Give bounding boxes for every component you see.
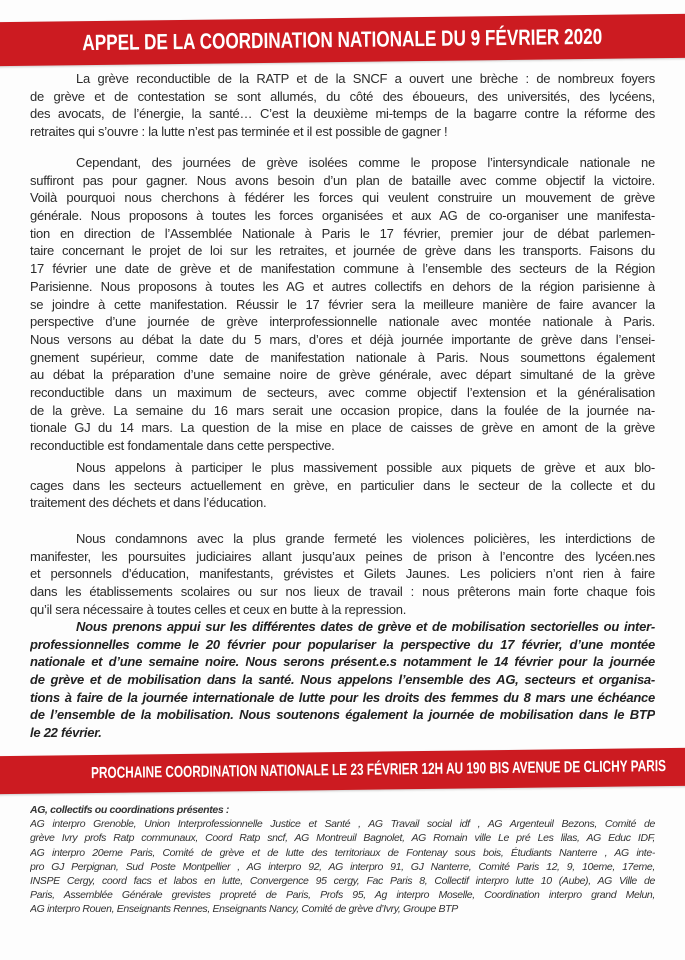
text-line: tionale GJ du 14 mars. La question de la mise en place de caisses de grève en amont de la grève: [30, 420, 655, 436]
paragraph-pickets: [30, 459, 655, 512]
text-line: tion en direction de l’Assemblée Nationale à Paris le 17 février, premier jour de débat parlemen-: [30, 225, 655, 241]
text-line: se joindre à cette manifestation. Réussir le 17 février sera la meilleure manière de faire avancer la: [30, 296, 655, 312]
text-line: La grève reconductible de la RATP et de la SNCF a ouvert une brèche : de nombreux foyers: [76, 71, 655, 86]
text-line: de l’ensemble de la mobilisation. Nous soutenons également la journée de mobilisation dans le BTP: [30, 707, 655, 723]
next-meeting-text: PROCHAINE COORDINATION NATIONALE LE 23 FÉVRIER 12H AU 190 BIS AVENUE DE CLICHY PARIS: [90, 758, 667, 783]
paragraph-intro: [30, 70, 655, 141]
text-line: suffiront pas pour gagner. Nous avons besoin d’un plan de bataille avec comme objectif la victoire.: [30, 172, 655, 188]
paragraph-dates: [30, 618, 655, 742]
text-line: dans les établissements scolaires ou sur nos lieux de travail : nous prêterons main forte chaque fois: [30, 584, 655, 600]
text-line: Parisienne. Nous proposons à toutes les AG et autres collectifs en dehors de la région parisienne à: [30, 278, 655, 294]
text-line: Nous prenons appui sur les différentes dates de grève et de mobilisation sectorielles ou inter-: [76, 619, 655, 634]
text-line: Nous condamnons avec la plus grande fermeté les violences policières, les interdictions de: [76, 531, 655, 546]
text-line: Nous versons au débat la date du 5 mars, d’ores et déjà journée importante de grève dans l’ensei-: [30, 331, 655, 347]
next-meeting-banner: [0, 748, 685, 795]
title-banner: [0, 14, 685, 67]
text-line: AG interpro 20eme Paris, Comité de grève et de lutte des territoriaux de Fontenay sous bois, Étudiants Nanterre , AG inte-: [30, 846, 655, 859]
page-title: APPEL DE LA COORDINATION NATIONALE DU 9 FÉVRIER 2020: [82, 23, 603, 56]
text-line: de la grève. La semaine du 16 mars serait une occasion propice, dans la foulée de la journée na-: [30, 402, 655, 418]
text-line: nationale et d’une semaine noire. Nous serons présent.e.s notamment le 14 février pour la journée: [30, 654, 655, 670]
participants-list: [30, 803, 655, 917]
text-line: Paris, Assemblée Générale grevistes propreté de Paris, Profs 95, Ag interpro Moselle, Coordination interpro grand Melun,: [30, 889, 655, 902]
text-line: manifester, les poursuites judiciaires allant jusqu’aux peines de prison à l’encontre des lycéen.nes: [30, 548, 655, 564]
text-line: de grève et de mobilisation dans la santé. Nous appelons l’ensemble des AG, secteurs et organisa-: [30, 672, 655, 688]
text-line: perspective d’une journée de grève interprofessionnelle nationale avec montée nationale à Paris.: [30, 314, 655, 330]
text-line: reconductible dans un maximum de secteurs, avec comme objectif l’extension et la généralisation: [30, 384, 655, 400]
text-line: des avocats, de l’énergie, la santé… C’est la deuxième mi-temps de la bagarre contre la réforme des: [30, 106, 655, 122]
text-line: grève Ivry profs Ratp communaux, Coord Ratp sncf, AG Montreuil Bagnolet, AG Romain ville Le pré Les lilas, AG Educ IDF,: [30, 832, 655, 845]
text-line: au débat la préparation d’une semaine noire de grève générale, avec départ simultané de la grève: [30, 367, 655, 383]
text-line: traitement des déchets et dans l’éducation.: [30, 495, 267, 511]
text-line: taire concernant le projet de loi sur les retraites, et journée de grève dans les transports. Faisons du: [30, 243, 655, 259]
text-line: Nous appelons à participer le plus massivement possible aux piquets de grève et aux blo-: [76, 460, 655, 475]
text-line: 17 février une date de grève et de manifestation commune à l’ensemble des secteurs de la Région: [30, 261, 655, 277]
text-line: INSPE Cergy, coord facs et labos en lutte, Convergence 95 cergy, Fac Paris 8, Collectif interpro lutte 10 (Aube), AG Ville de: [30, 874, 655, 887]
paragraph-plan: [30, 154, 655, 455]
text-line: AG interpro Rouen, Enseignants Rennes, Enseignants Nancy, Comité de grève d’Ivry, Groupe BTP: [30, 903, 458, 916]
text-line: retraites qui s’ouvre : la lutte n’est pas terminée et il est possible de gagner !: [30, 124, 448, 140]
text-line: et personnels d’éducation, manifestants, grévistes et Gilets Jaunes. Les policiers n’ont rien à faire: [30, 566, 655, 582]
text-line: de grève et de contestation se sont allumés, du côté des éboueurs, des universités, des lycéens,: [30, 88, 655, 104]
text-line: tions à faire de la journée internationale de lutte pour les droits des femmes du 8 mars une échéance: [30, 689, 655, 705]
text-line: qu’il sera nécessaire à toutes celles et ceux en butte à la repression.: [30, 601, 407, 617]
paragraph-police: [30, 530, 655, 618]
participants-lines: [30, 817, 655, 916]
text-line: cages dans les secteurs actuellement en grève, en particulier dans le secteur de la collecte et du: [30, 477, 655, 493]
text-line: AG interpro Grenoble, Union Interprofessionnelle Justice et Santé , AG Travail social idf , AG Argenteuil Bezons, Comité de: [30, 818, 655, 831]
text-line: générale. Nous proposons à toutes les forces organisées et aux AG de co-organiser une manifesta-: [30, 208, 655, 224]
text-line: pro GJ Perpignan, Sud Poste Montpellier , AG interpro 92, AG interpro 91, GJ Nanterre, Comité Paris 12, 9, 10eme, 17eme,: [30, 860, 655, 873]
participants-heading: AG, collectifs ou coordinations présentes :: [30, 804, 230, 816]
text-line: reconductible est fondamentale dans cette perspective.: [30, 438, 335, 453]
text-line: professionnelles comme le 20 février pour populariser la perspective du 17 février, d’une montée: [30, 636, 655, 652]
text-line: le 22 février.: [30, 725, 102, 741]
text-line: Cependant, des journées de grève isolées comme le propose l’intersyndicale nationale ne: [76, 155, 655, 170]
text-line: Voilà pourquoi nous cherchons à fédérer les forces qui veulent construire un mouvement de grève: [30, 190, 655, 206]
text-line: gnement supérieur, comme date de manifestation nationale à Paris. Nous soumettons également: [30, 349, 655, 365]
